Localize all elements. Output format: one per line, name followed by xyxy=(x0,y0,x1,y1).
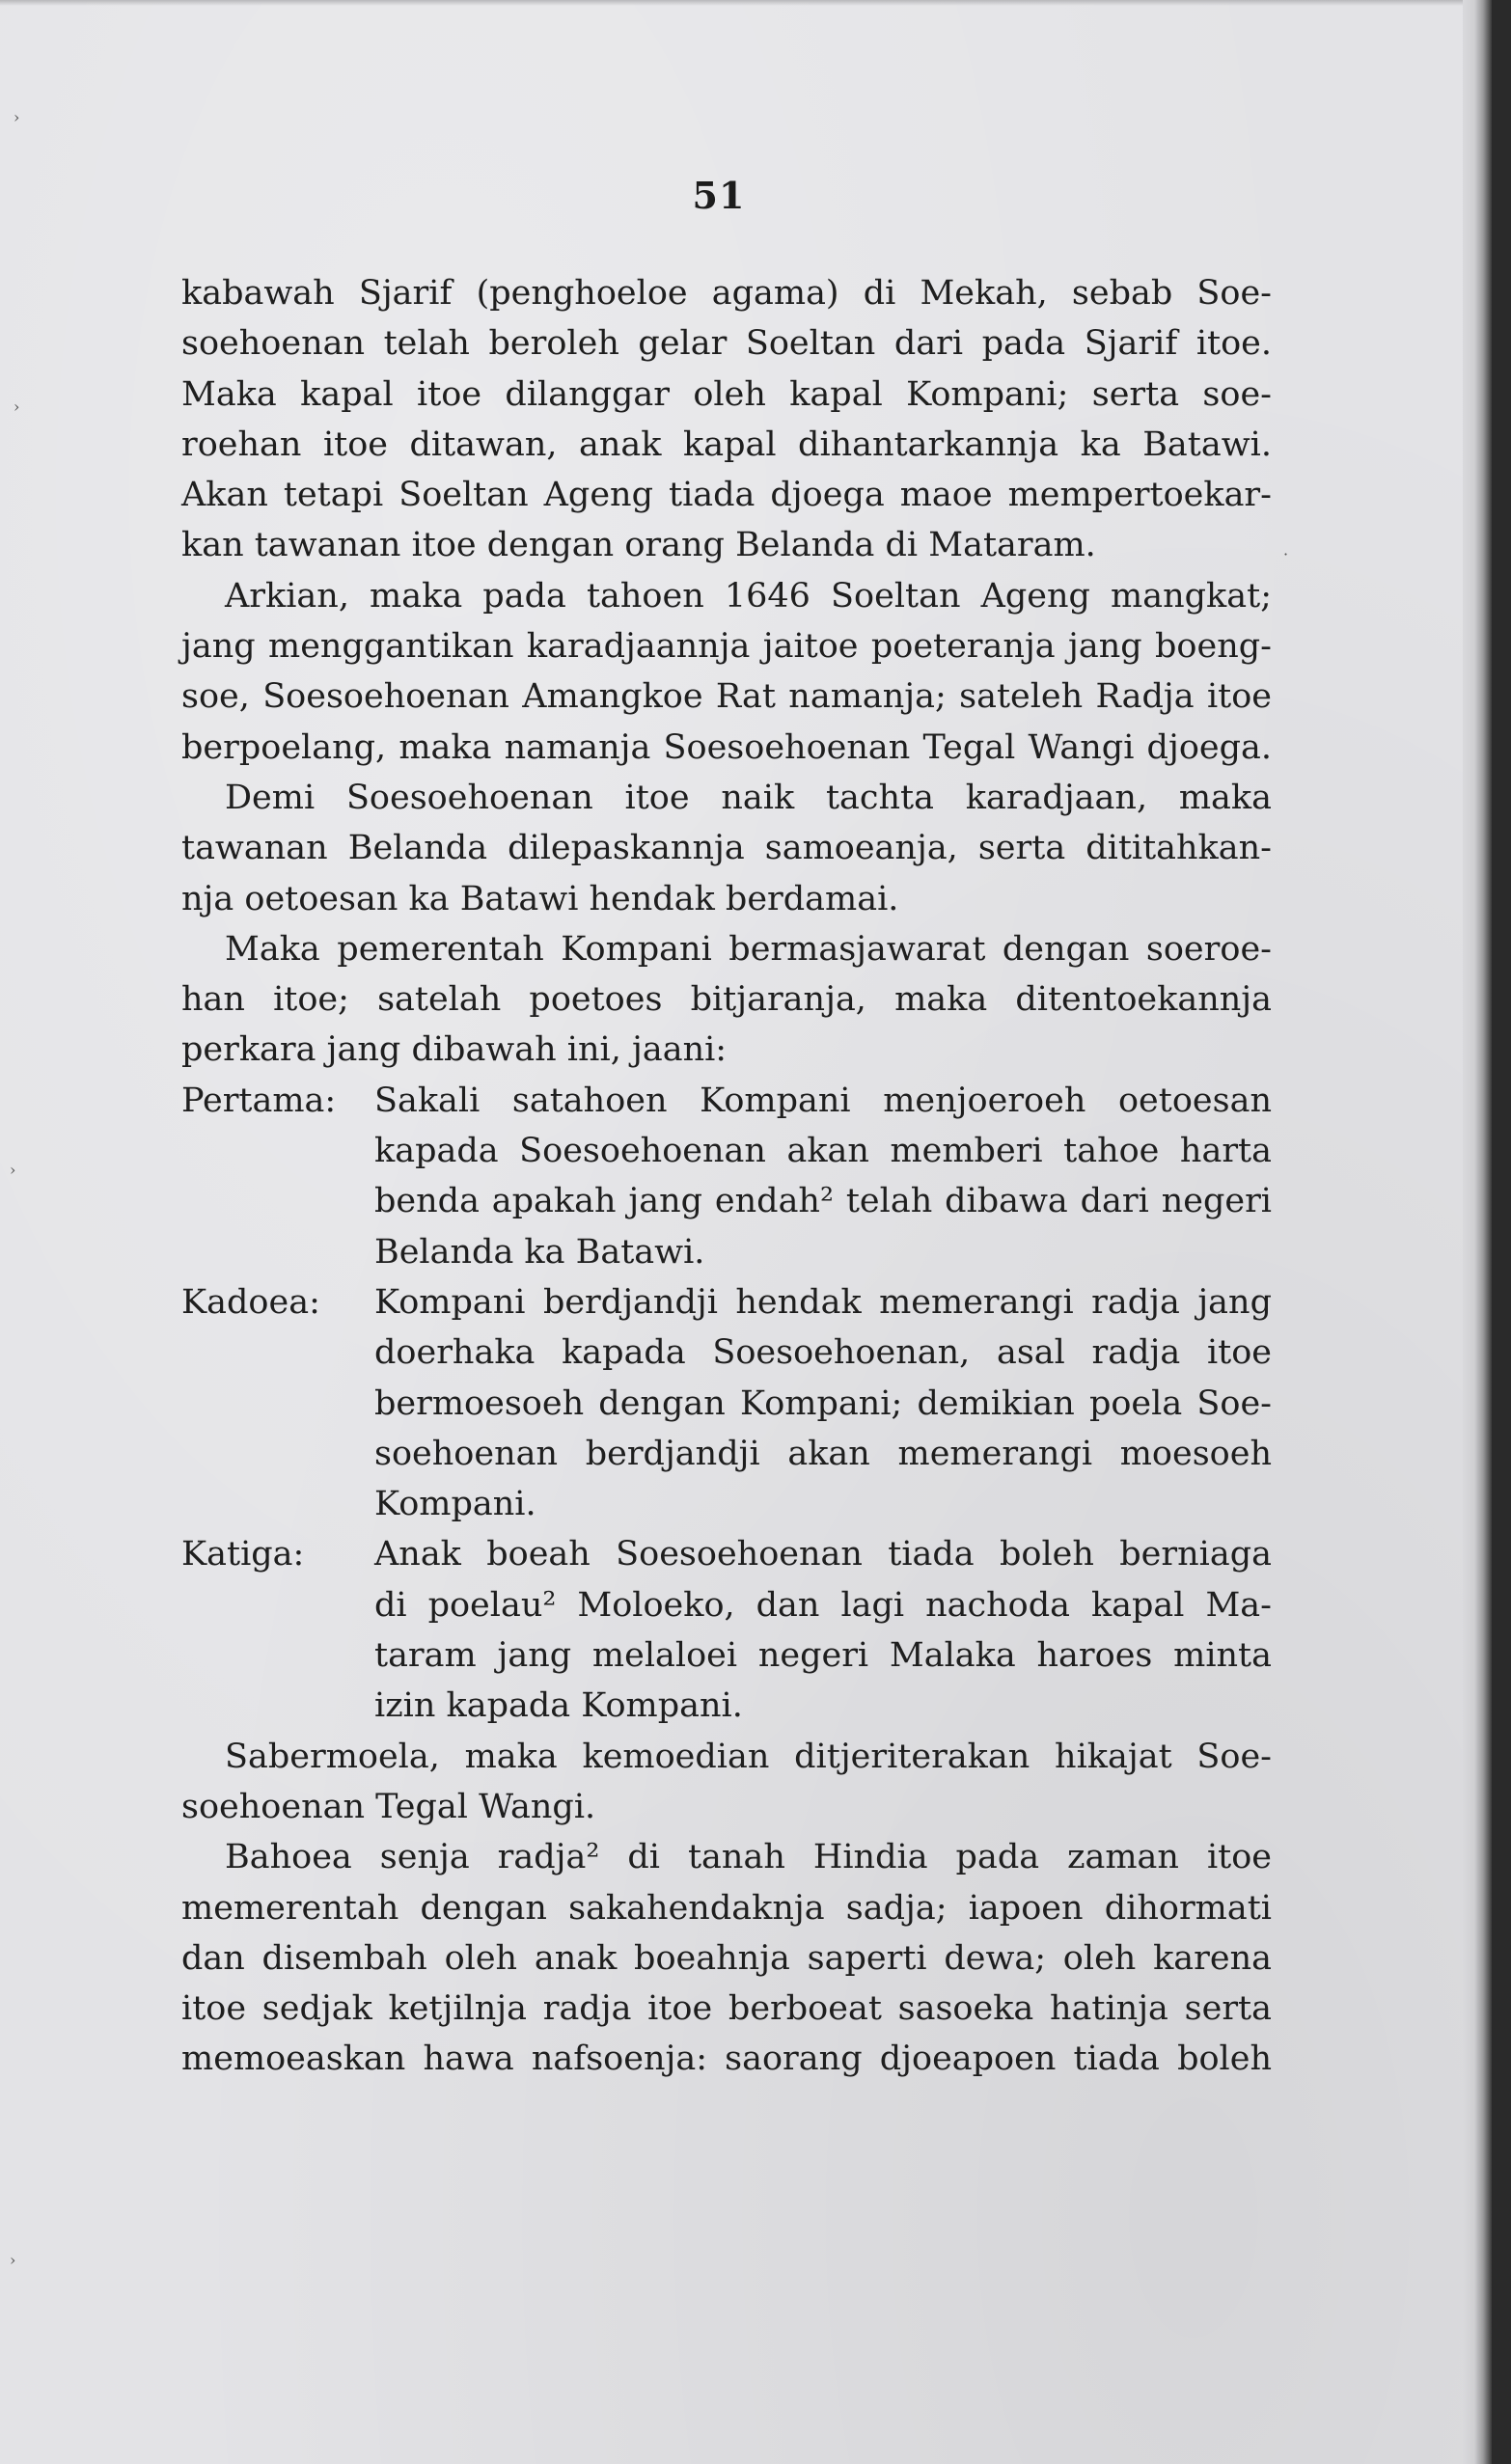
text-line: Sabermoela, maka kemoedian ditjeriterakan hikajat Soe- xyxy=(225,1737,1272,1776)
margin-mark: · xyxy=(1283,545,1289,563)
clause-text: Sakali satahoen Kompani menjoeroeh oetoesan xyxy=(374,1081,1272,1120)
clause-pertama xyxy=(181,1076,1272,1126)
text-line: Akan tetapi Soeltan Ageng tiada djoega maoe mempertoekar- xyxy=(181,476,1272,515)
text-line: soehoenan Tegal Wangi. xyxy=(181,1787,596,1826)
clause-katiga xyxy=(181,1529,1272,1579)
text-line: soe, Soesoehoenan Amangkoe Rat namanja; sateleh Radja itoe xyxy=(181,677,1272,717)
clause-text: Anak boeah Soesoehoenan tiada boleh berniaga xyxy=(374,1535,1272,1574)
page-number: 51 xyxy=(692,174,746,217)
text-line: di poelau² Moloeko, dan lagi nachoda kapal Ma- xyxy=(374,1585,1272,1625)
margin-mark: › xyxy=(14,108,20,126)
text-line: tawanan Belanda dilepaskannja samoeanja, serta dititahkan- xyxy=(181,829,1272,868)
margin-mark: › xyxy=(14,397,20,416)
text-line: Belanda ka Batawi. xyxy=(374,1232,705,1272)
text-line: nja oetoesan ka Batawi hendak berdamai. xyxy=(181,879,899,918)
text-line: soehoenan berdjandji akan memerangi moesoeh xyxy=(374,1434,1272,1473)
clause-kadoea xyxy=(181,1277,1272,1328)
clause-label: Kadoea: xyxy=(181,1282,320,1322)
text-line: Bahoea senja radja² di tanah Hindia pada zaman itoe xyxy=(225,1838,1272,1877)
text-line: kan tawanan itoe dengan orang Belanda di Mataram. xyxy=(181,526,1096,565)
text-line: kabawah Sjarif (penghoeloe agama) di Mekah, sebab Soe- xyxy=(181,274,1272,313)
page-top-edge xyxy=(0,0,1492,6)
text-line: kapada Soesoehoenan akan memberi tahoe harta xyxy=(374,1132,1272,1171)
text-line: izin kapada Kompani. xyxy=(374,1686,743,1726)
text-line: taram jang melaloei negeri Malaka haroes minta xyxy=(374,1636,1272,1676)
margin-mark: › xyxy=(10,2251,16,2269)
text-line: berpoelang, maka namanja Soesoehoenan Tegal Wangi djoega. xyxy=(181,727,1272,767)
text-line: jang menggantikan karadjaannja jaitoe poeteranja jang boeng- xyxy=(181,627,1272,667)
text-line: soehoenan telah beroleh gelar Soeltan dari pada Sjarif itoe. xyxy=(181,324,1272,364)
text-line: Maka kapal itoe dilanggar oleh kapal Kompani; serta soe- xyxy=(181,374,1272,414)
text-line: Demi Soesoehoenan itoe naik tachta karadjaan, maka xyxy=(225,778,1272,817)
margin-mark: › xyxy=(10,1161,16,1179)
clause-text: Kompani berdjandji hendak memerangi radja jang xyxy=(374,1282,1272,1322)
text-line: benda apakah jang endah² telah dibawa dari negeri xyxy=(374,1182,1272,1221)
text-line: memerentah dengan sakahendaknja sadja; iapoen dihormati xyxy=(181,1888,1272,1928)
clause-label: Pertama: xyxy=(181,1081,337,1120)
text-line: bermoesoeh dengan Kompani; demikian poela Soe- xyxy=(374,1383,1272,1423)
text-line: dan disembah oleh anak boeahnja saperti dewa; oleh karena xyxy=(181,1938,1272,1978)
text-line: Kompani. xyxy=(374,1485,536,1524)
page-right-edge xyxy=(1463,0,1492,2464)
text-line: itoe sedjak ketjilnja radja itoe berboeat sasoeka hatinja serta xyxy=(181,1989,1272,2029)
body-text xyxy=(181,268,1272,2085)
text-line: doerhaka kapada Soesoehoenan, asal radja itoe xyxy=(374,1333,1272,1373)
text-line: Arkian, maka pada tahoen 1646 Soeltan Ageng mangkat; xyxy=(225,576,1272,616)
clause-label: Katiga: xyxy=(181,1535,305,1574)
text-line: perkara jang dibawah ini, jaani: xyxy=(181,1030,728,1070)
text-line: Maka pemerentah Kompani bermasjawarat dengan soeroe- xyxy=(225,929,1272,969)
text-line: han itoe; satelah poetoes bitjaranja, maka ditentoekannja xyxy=(181,980,1272,1020)
text-line: memoeaskan hawa nafsoenja: saorang djoeapoen tiada boleh xyxy=(181,2040,1272,2079)
text-line: roehan itoe ditawan, anak kapal dihantarkannja ka Batawi. xyxy=(181,424,1272,464)
